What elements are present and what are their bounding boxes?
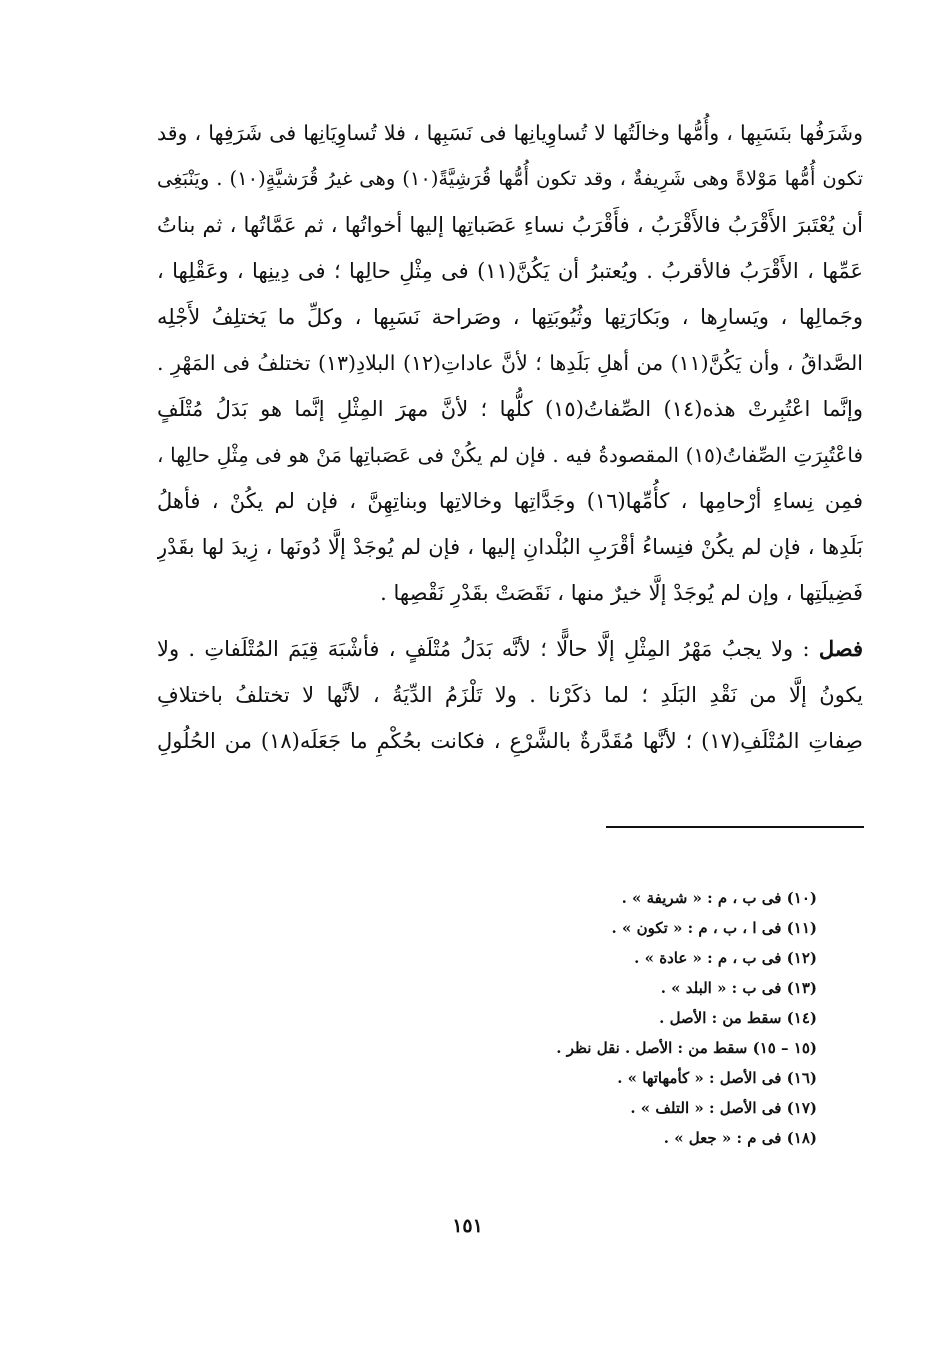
footnote: (١٢) فى ب ، م : « عادة » .	[634, 949, 817, 967]
text-line: وجَمالِها ، ويَسارِها ، وبَكارَتِها وثُيُوبَتِها ، وصَراحة نَسَبِها ، وكلِّ ما يَختلِفُ لأَجْلِه	[157, 305, 863, 329]
text-line: فاعْتُبِرَتِ الصِّفاتُ(١٥) المقصودةُ فيه . فإن لم يكُنْ فى عَصَباتِها مَنْ هو فى مِثْلِ حالِها ،	[157, 443, 863, 467]
text-line: أن يُعْتَبرَ الأَقْرَبُ فالأَقْرَبُ ، فأَقْرَبُ نساءِ عَصَباتِها إليها أخواتُها ، ثم عَمَّاتُها ، ثم بناتُ	[157, 213, 863, 237]
paragraph	[157, 626, 863, 764]
text-line: تكون أُمُّها مَوْلاةً وهى شَرِيفةٌ ، وقد تكون أُمُّها قُرَشِيَّةً(١٠) وهى غيرُ قُرَشيَّةٍ(١٠) . ويَنْبَغِى	[157, 167, 863, 190]
paragraph-gap	[157, 616, 863, 626]
text-line: فَضِيلَتِها ، وإن لم يُوجَدْ إلَّا خيرٌ منها ، نَقَصَتْ بقَدْرِ نَقْصِها .	[380, 581, 863, 605]
text-line: وشَرَفُها بنَسَبِها ، وأُمُّها وخالَتُها لا تُساوِيانِها فى نَسَبِها ، فلا تُساوِيَانِها فى شَرَفِها ، وقد	[157, 121, 863, 145]
footnote: (١١) فى ا ، ب ، م : « تكون » .	[611, 919, 817, 937]
page-number: ١٥١	[452, 1215, 483, 1237]
footnotes-list	[397, 883, 817, 1153]
text-line: عَمِّها ، الأَقْرَبُ فالأقربُ . ويُعتبرُ أن يَكُنَّ(١١) فى مِثْلِ حالِها ؛ فى دِينِها ، وعَقْلِها ،	[157, 259, 863, 283]
text-line: يكونُ إلَّا من نَقْدِ البَلَدِ ؛ لما ذكَرْنا . ولا تَلْزَمُ الدِّيَةُ ، لأنَّها لا تختلفُ باختلافِ	[157, 683, 863, 707]
text-line: وإنَّما اعْتُبِرتْ هذه(١٤) الصِّفاتُ(١٥) كلُّها ؛ لأنَّ مهرَ المِثْلِ إنَّما هو بَدَلُ مُتْلَفٍ	[157, 397, 863, 421]
paragraph	[157, 110, 863, 616]
footnote: (١٤) سقط من : الأصل .	[659, 1009, 817, 1027]
text-line: فمِن نِساءِ أرْحامِها ، كأُمِّها(١٦) وجَدَّاتِها وخالاتِها وبناتِهِنَّ ، فإن لم يكُنْ ، فأهلُ	[157, 489, 863, 513]
section-keyword: فصل	[818, 636, 863, 661]
footnote: (١٥ – ١٥) سقط من : الأصل . نقل نظر .	[556, 1039, 817, 1057]
main-text	[157, 110, 863, 764]
text-line: الصَّداقُ ، وأن يَكُنَّ(١١) من أهلِ بَلَدِها ؛ لأنَّ عاداتِ(١٢) البلادِ(١٣) تختلفُ فى المَهْرِ .	[157, 351, 863, 375]
text-line: صِفاتِ المُتْلَفِ(١٧) ؛ لأنَّها مُقَدَّرةٌ بالشَّرْعِ ، فكانت بحُكْمِ ما جَعَلَه(١٨) من الحُلُولِ	[157, 729, 863, 753]
text-line	[157, 626, 863, 672]
footnote: (١٠) فى ب ، م : « شريفة » .	[621, 889, 817, 907]
footnote: (١٧) فى الأصل : « التلف » .	[630, 1099, 817, 1117]
footnote: (١٦) فى الأصل : « كأمهاتها » .	[617, 1069, 817, 1087]
text-line-rest: : ولا يجبُ مَهْرُ المِثْلِ إلَّا حالًّا ؛ لأنَّه بَدَلُ مُتْلَفٍ ، فأشْبَهَ قِيَمَ المُتْلَفاتِ . ولا	[157, 637, 810, 661]
footnote: (١٨) فى م : « جعل » .	[663, 1129, 817, 1147]
footnote: (١٣) فى ب : « البلد » .	[660, 979, 817, 997]
footnote-separator	[606, 826, 864, 828]
text-line: بَلَدِها ، فإن لم يكُنْ فنِساءُ أقْرَبِ البُلْدانِ إليها ، فإن لم يُوجَدْ إلَّا دُونَها ، زِيدَ لها بقَدْرِ	[157, 535, 863, 559]
